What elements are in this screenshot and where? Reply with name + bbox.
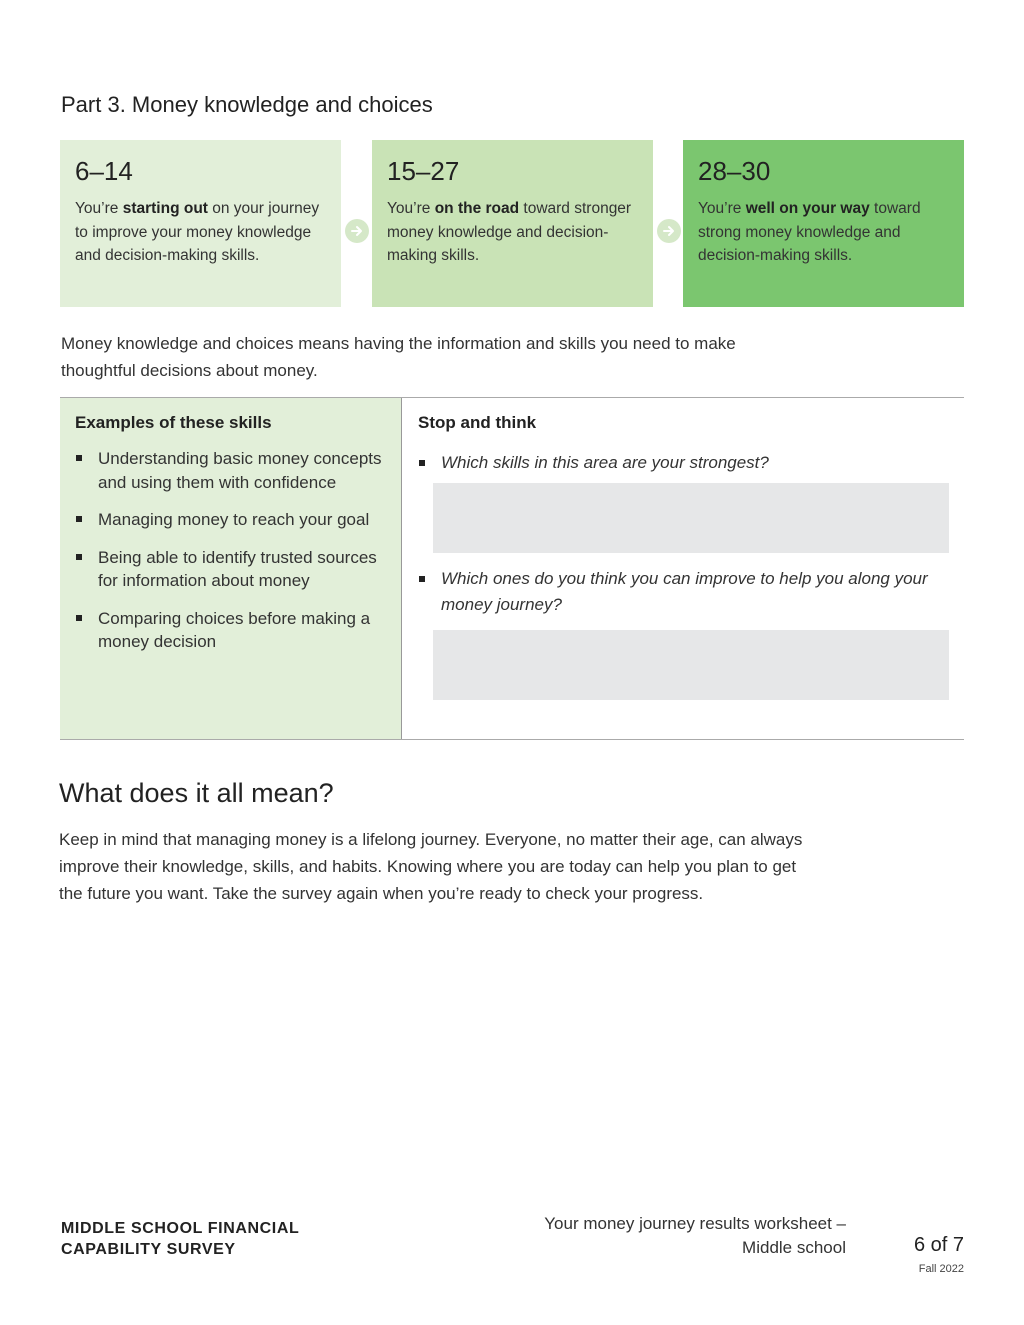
list-item: Managing money to reach your goal	[75, 508, 386, 532]
edition-date: Fall 2022	[918, 1263, 964, 1275]
answer-field-strongest[interactable]	[433, 483, 949, 553]
score-range-label: 15–27	[387, 156, 460, 186]
list-item: Understanding basic money concepts and using them with confidence	[75, 447, 386, 494]
reflection-question-strongest: Which skills in this area are your strongest?	[418, 450, 961, 476]
examples-column	[60, 398, 402, 739]
list-item: Being able to identify trusted sources for information about money	[75, 546, 386, 593]
score-range-on-the-road	[372, 140, 653, 307]
answer-field-improve[interactable]	[433, 630, 949, 700]
document-title-line: Middle school	[742, 1238, 846, 1257]
score-range-description: You’re starting out on your journey to improve your money knowledge and decision-making skills.	[75, 200, 320, 264]
document-title	[500, 1212, 846, 1260]
score-range-description: You’re on the road toward stronger money knowledge and decision-making skills.	[387, 200, 632, 264]
score-range-label: 6–14	[75, 156, 133, 186]
document-title-line: Your money journey results worksheet –	[544, 1214, 846, 1233]
list-item: Comparing choices before making a money decision	[75, 607, 386, 654]
score-range-description: You’re well on your way toward strong money knowledge and decision-making skills.	[698, 200, 921, 264]
reflection-question-improve: Which ones do you think you can improve to help you along your money journey?	[418, 566, 961, 618]
score-range-label: 28–30	[698, 156, 771, 186]
stop-and-think-heading: Stop and think	[418, 413, 537, 432]
section-title: What does it all mean?	[59, 778, 334, 808]
score-range-well-on-your-way	[683, 140, 964, 307]
skills-table	[60, 397, 964, 740]
arrow-right-icon	[657, 219, 681, 243]
part-title: Part 3. Money knowledge and choices	[61, 92, 433, 117]
examples-list	[75, 447, 386, 654]
arrow-right-icon	[345, 219, 369, 243]
stop-and-think-column	[403, 398, 964, 739]
intro-paragraph: Money knowledge and choices means having the information and skills you need to make thoughtful decisions about money.	[61, 334, 736, 380]
examples-heading: Examples of these skills	[75, 413, 272, 432]
closing-paragraph: Keep in mind that managing money is a lifelong journey. Everyone, no matter their age, can always improve their knowledge, skills, and habits. Knowing where you are today can help you plan to get the future you want. Take the survey again when you’re ready to check your progress.	[59, 830, 803, 903]
survey-name-line: MIDDLE SCHOOL FINANCIAL	[61, 1220, 300, 1237]
survey-name	[61, 1218, 299, 1260]
page-number: 6 of 7	[913, 1234, 964, 1256]
survey-name-line: CAPABILITY SURVEY	[61, 1241, 236, 1258]
score-range-starting-out	[60, 140, 341, 307]
